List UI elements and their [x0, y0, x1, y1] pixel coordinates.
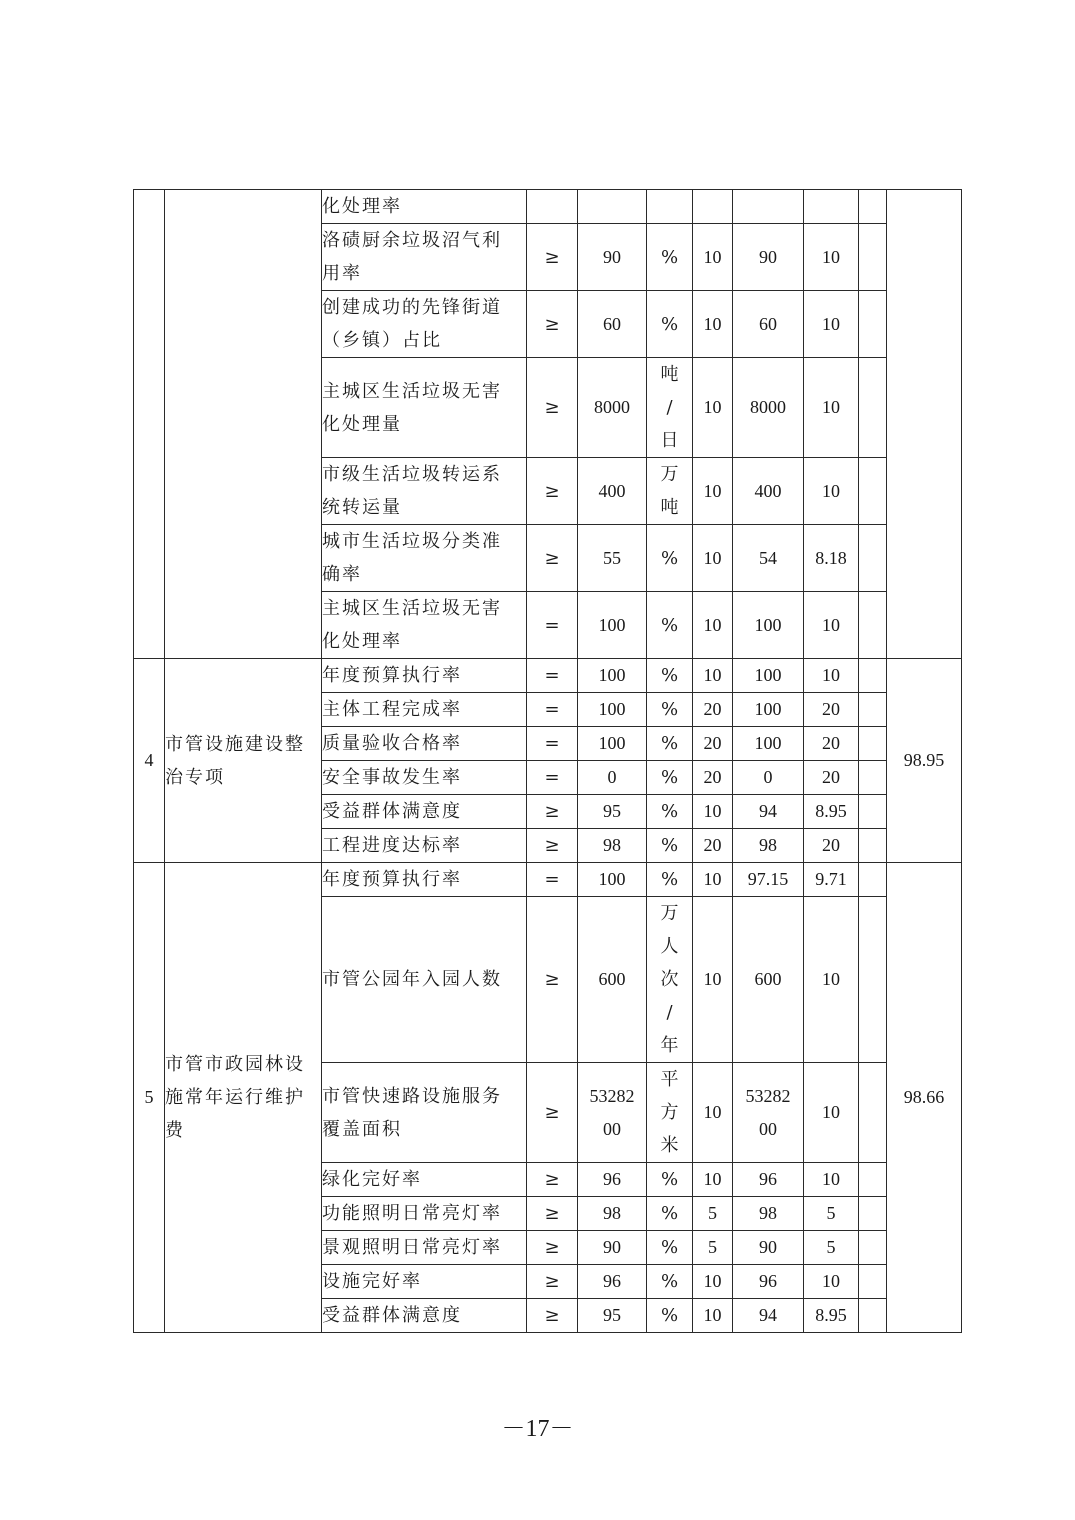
score-cell: 10	[804, 659, 859, 693]
score-cell: 10	[804, 224, 859, 291]
unit-cell: %	[647, 795, 693, 829]
target-cell: 96	[578, 1163, 647, 1197]
indicator-cell: 市管快速路设施服务覆盖面积	[322, 1063, 527, 1163]
project-name-cell: 市管市政园林设施常年运行维护费	[165, 863, 322, 1333]
indicator-cell: 市级生活垃圾转运系统转运量	[322, 458, 527, 525]
project-number-cell: 4	[134, 659, 165, 863]
table-row	[134, 863, 962, 897]
score-cell: 5	[804, 1231, 859, 1265]
score-cell: 10	[804, 592, 859, 659]
target-cell: 0	[578, 761, 647, 795]
weight-cell: 20	[693, 727, 733, 761]
indicator-cell: 主体工程完成率	[322, 693, 527, 727]
actual-cell	[733, 190, 804, 224]
target-cell: 98	[578, 1197, 647, 1231]
indicator-cell: 年度预算执行率	[322, 863, 527, 897]
score-cell	[804, 190, 859, 224]
unit-cell: %	[647, 224, 693, 291]
unit-cell: %	[647, 592, 693, 659]
indicator-cell: 创建成功的先锋街道（乡镇）占比	[322, 291, 527, 358]
unit-cell: %	[647, 727, 693, 761]
target-cell: 90	[578, 1231, 647, 1265]
actual-cell: 0	[733, 761, 804, 795]
project-name-cell	[165, 190, 322, 659]
target-cell: 95	[578, 1299, 647, 1333]
operator-cell: =	[527, 761, 578, 795]
score-cell: 5	[804, 1197, 859, 1231]
weight-cell: 10	[693, 224, 733, 291]
table-body	[134, 190, 962, 1333]
operator-cell: =	[527, 727, 578, 761]
score-cell: 10	[804, 1265, 859, 1299]
operator-cell: ≥	[527, 1231, 578, 1265]
weight-cell: 10	[693, 1265, 733, 1299]
operator-cell: ≥	[527, 897, 578, 1063]
score-cell: 8.95	[804, 795, 859, 829]
score-cell: 10	[804, 458, 859, 525]
unit-cell: %	[647, 1231, 693, 1265]
indicator-cell: 主城区生活垃圾无害化处理率	[322, 592, 527, 659]
target-cell: 95	[578, 795, 647, 829]
actual-cell: 8000	[733, 358, 804, 458]
note-cell	[859, 358, 887, 458]
indicator-cell: 化处理率	[322, 190, 527, 224]
target-cell: 600	[578, 897, 647, 1063]
weight-cell: 10	[693, 458, 733, 525]
target-cell	[578, 190, 647, 224]
actual-cell: 90	[733, 1231, 804, 1265]
unit-cell: 万 吨	[647, 458, 693, 525]
weight-cell: 10	[693, 1163, 733, 1197]
score-cell: 20	[804, 693, 859, 727]
operator-cell: ≥	[527, 1063, 578, 1163]
note-cell	[859, 897, 887, 1063]
target-cell: 55	[578, 525, 647, 592]
operator-cell: ≥	[527, 795, 578, 829]
note-cell	[859, 190, 887, 224]
score-cell: 20	[804, 829, 859, 863]
target-cell: 90	[578, 224, 647, 291]
target-cell: 100	[578, 592, 647, 659]
note-cell	[859, 659, 887, 693]
note-cell	[859, 458, 887, 525]
unit-cell: 平 方 米	[647, 1063, 693, 1163]
operator-cell: ≥	[527, 458, 578, 525]
actual-cell: 100	[733, 693, 804, 727]
note-cell	[859, 795, 887, 829]
indicator-cell: 功能照明日常亮灯率	[322, 1197, 527, 1231]
actual-cell: 100	[733, 659, 804, 693]
target-cell: 100	[578, 659, 647, 693]
operator-cell: ≥	[527, 1163, 578, 1197]
weight-cell: 10	[693, 525, 733, 592]
weight-cell: 20	[693, 829, 733, 863]
target-cell: 60	[578, 291, 647, 358]
operator-cell: ≥	[527, 1299, 578, 1333]
indicator-cell: 景观照明日常亮灯率	[322, 1231, 527, 1265]
target-cell: 53282 00	[578, 1063, 647, 1163]
indicator-cell: 设施完好率	[322, 1265, 527, 1299]
weight-cell: 10	[693, 795, 733, 829]
target-cell: 96	[578, 1265, 647, 1299]
actual-cell: 100	[733, 727, 804, 761]
note-cell	[859, 829, 887, 863]
operator-cell: =	[527, 693, 578, 727]
unit-cell	[647, 190, 693, 224]
target-cell: 8000	[578, 358, 647, 458]
target-cell: 100	[578, 727, 647, 761]
note-cell	[859, 1163, 887, 1197]
unit-cell: %	[647, 1197, 693, 1231]
score-cell: 10	[804, 1163, 859, 1197]
score-cell: 10	[804, 1063, 859, 1163]
note-cell	[859, 291, 887, 358]
actual-cell: 54	[733, 525, 804, 592]
operator-cell: ≥	[527, 1197, 578, 1231]
actual-cell: 600	[733, 897, 804, 1063]
unit-cell: %	[647, 525, 693, 592]
indicator-cell: 质量验收合格率	[322, 727, 527, 761]
operator-cell: =	[527, 592, 578, 659]
unit-cell: %	[647, 659, 693, 693]
indicator-cell: 工程进度达标率	[322, 829, 527, 863]
indicator-cell: 市管公园年入园人数	[322, 897, 527, 1063]
unit-cell: %	[647, 1265, 693, 1299]
score-cell: 10	[804, 291, 859, 358]
unit-cell: %	[647, 291, 693, 358]
total-score-cell	[887, 190, 962, 659]
score-cell: 8.18	[804, 525, 859, 592]
weight-cell	[693, 190, 733, 224]
target-cell: 100	[578, 863, 647, 897]
unit-cell: %	[647, 1163, 693, 1197]
weight-cell: 10	[693, 863, 733, 897]
operator-cell: ≥	[527, 224, 578, 291]
operator-cell: ≥	[527, 1265, 578, 1299]
operator-cell: =	[527, 863, 578, 897]
project-number-cell: 5	[134, 863, 165, 1333]
note-cell	[859, 727, 887, 761]
score-cell: 8.95	[804, 1299, 859, 1333]
note-cell	[859, 224, 887, 291]
actual-cell: 60	[733, 291, 804, 358]
note-cell	[859, 1299, 887, 1333]
note-cell	[859, 1231, 887, 1265]
target-cell: 400	[578, 458, 647, 525]
score-cell: 20	[804, 727, 859, 761]
note-cell	[859, 1063, 887, 1163]
weight-cell: 10	[693, 897, 733, 1063]
unit-cell: %	[647, 863, 693, 897]
target-cell: 98	[578, 829, 647, 863]
actual-cell: 400	[733, 458, 804, 525]
performance-table	[133, 189, 962, 1333]
unit-cell: %	[647, 829, 693, 863]
unit-cell: %	[647, 693, 693, 727]
indicator-cell: 城市生活垃圾分类准确率	[322, 525, 527, 592]
indicator-cell: 洛碛厨余垃圾沼气利用率	[322, 224, 527, 291]
actual-cell: 90	[733, 224, 804, 291]
note-cell	[859, 761, 887, 795]
indicator-cell: 受益群体满意度	[322, 1299, 527, 1333]
note-cell	[859, 1265, 887, 1299]
actual-cell: 94	[733, 795, 804, 829]
indicator-cell: 受益群体满意度	[322, 795, 527, 829]
note-cell	[859, 693, 887, 727]
indicator-cell: 绿化完好率	[322, 1163, 527, 1197]
operator-cell: =	[527, 659, 578, 693]
score-cell: 20	[804, 761, 859, 795]
score-cell: 10	[804, 897, 859, 1063]
weight-cell: 10	[693, 1063, 733, 1163]
actual-cell: 98	[733, 1197, 804, 1231]
actual-cell: 96	[733, 1265, 804, 1299]
actual-cell: 96	[733, 1163, 804, 1197]
target-cell: 100	[578, 693, 647, 727]
page-number: －17－	[501, 1416, 574, 1442]
table-row	[134, 659, 962, 693]
indicator-cell: 年度预算执行率	[322, 659, 527, 693]
weight-cell: 20	[693, 761, 733, 795]
note-cell	[859, 592, 887, 659]
indicator-cell: 主城区生活垃圾无害化处理量	[322, 358, 527, 458]
weight-cell: 5	[693, 1231, 733, 1265]
actual-cell: 94	[733, 1299, 804, 1333]
weight-cell: 10	[693, 358, 733, 458]
total-score-cell: 98.66	[887, 863, 962, 1333]
unit-cell: 吨 / 日	[647, 358, 693, 458]
operator-cell: ≥	[527, 829, 578, 863]
score-cell: 9.71	[804, 863, 859, 897]
operator-cell: ≥	[527, 291, 578, 358]
weight-cell: 10	[693, 1299, 733, 1333]
project-number-cell	[134, 190, 165, 659]
actual-cell: 53282 00	[733, 1063, 804, 1163]
operator-cell: ≥	[527, 525, 578, 592]
unit-cell: %	[647, 1299, 693, 1333]
table-row	[134, 190, 962, 224]
score-cell: 10	[804, 358, 859, 458]
weight-cell: 5	[693, 1197, 733, 1231]
total-score-cell: 98.95	[887, 659, 962, 863]
actual-cell: 100	[733, 592, 804, 659]
note-cell	[859, 863, 887, 897]
note-cell	[859, 1197, 887, 1231]
project-name-cell: 市管设施建设整治专项	[165, 659, 322, 863]
weight-cell: 10	[693, 659, 733, 693]
indicator-cell: 安全事故发生率	[322, 761, 527, 795]
unit-cell: 万 人 次 / 年	[647, 897, 693, 1063]
weight-cell: 20	[693, 693, 733, 727]
operator-cell: ≥	[527, 358, 578, 458]
operator-cell	[527, 190, 578, 224]
actual-cell: 97.15	[733, 863, 804, 897]
weight-cell: 10	[693, 592, 733, 659]
weight-cell: 10	[693, 291, 733, 358]
actual-cell: 98	[733, 829, 804, 863]
unit-cell: %	[647, 761, 693, 795]
note-cell	[859, 525, 887, 592]
